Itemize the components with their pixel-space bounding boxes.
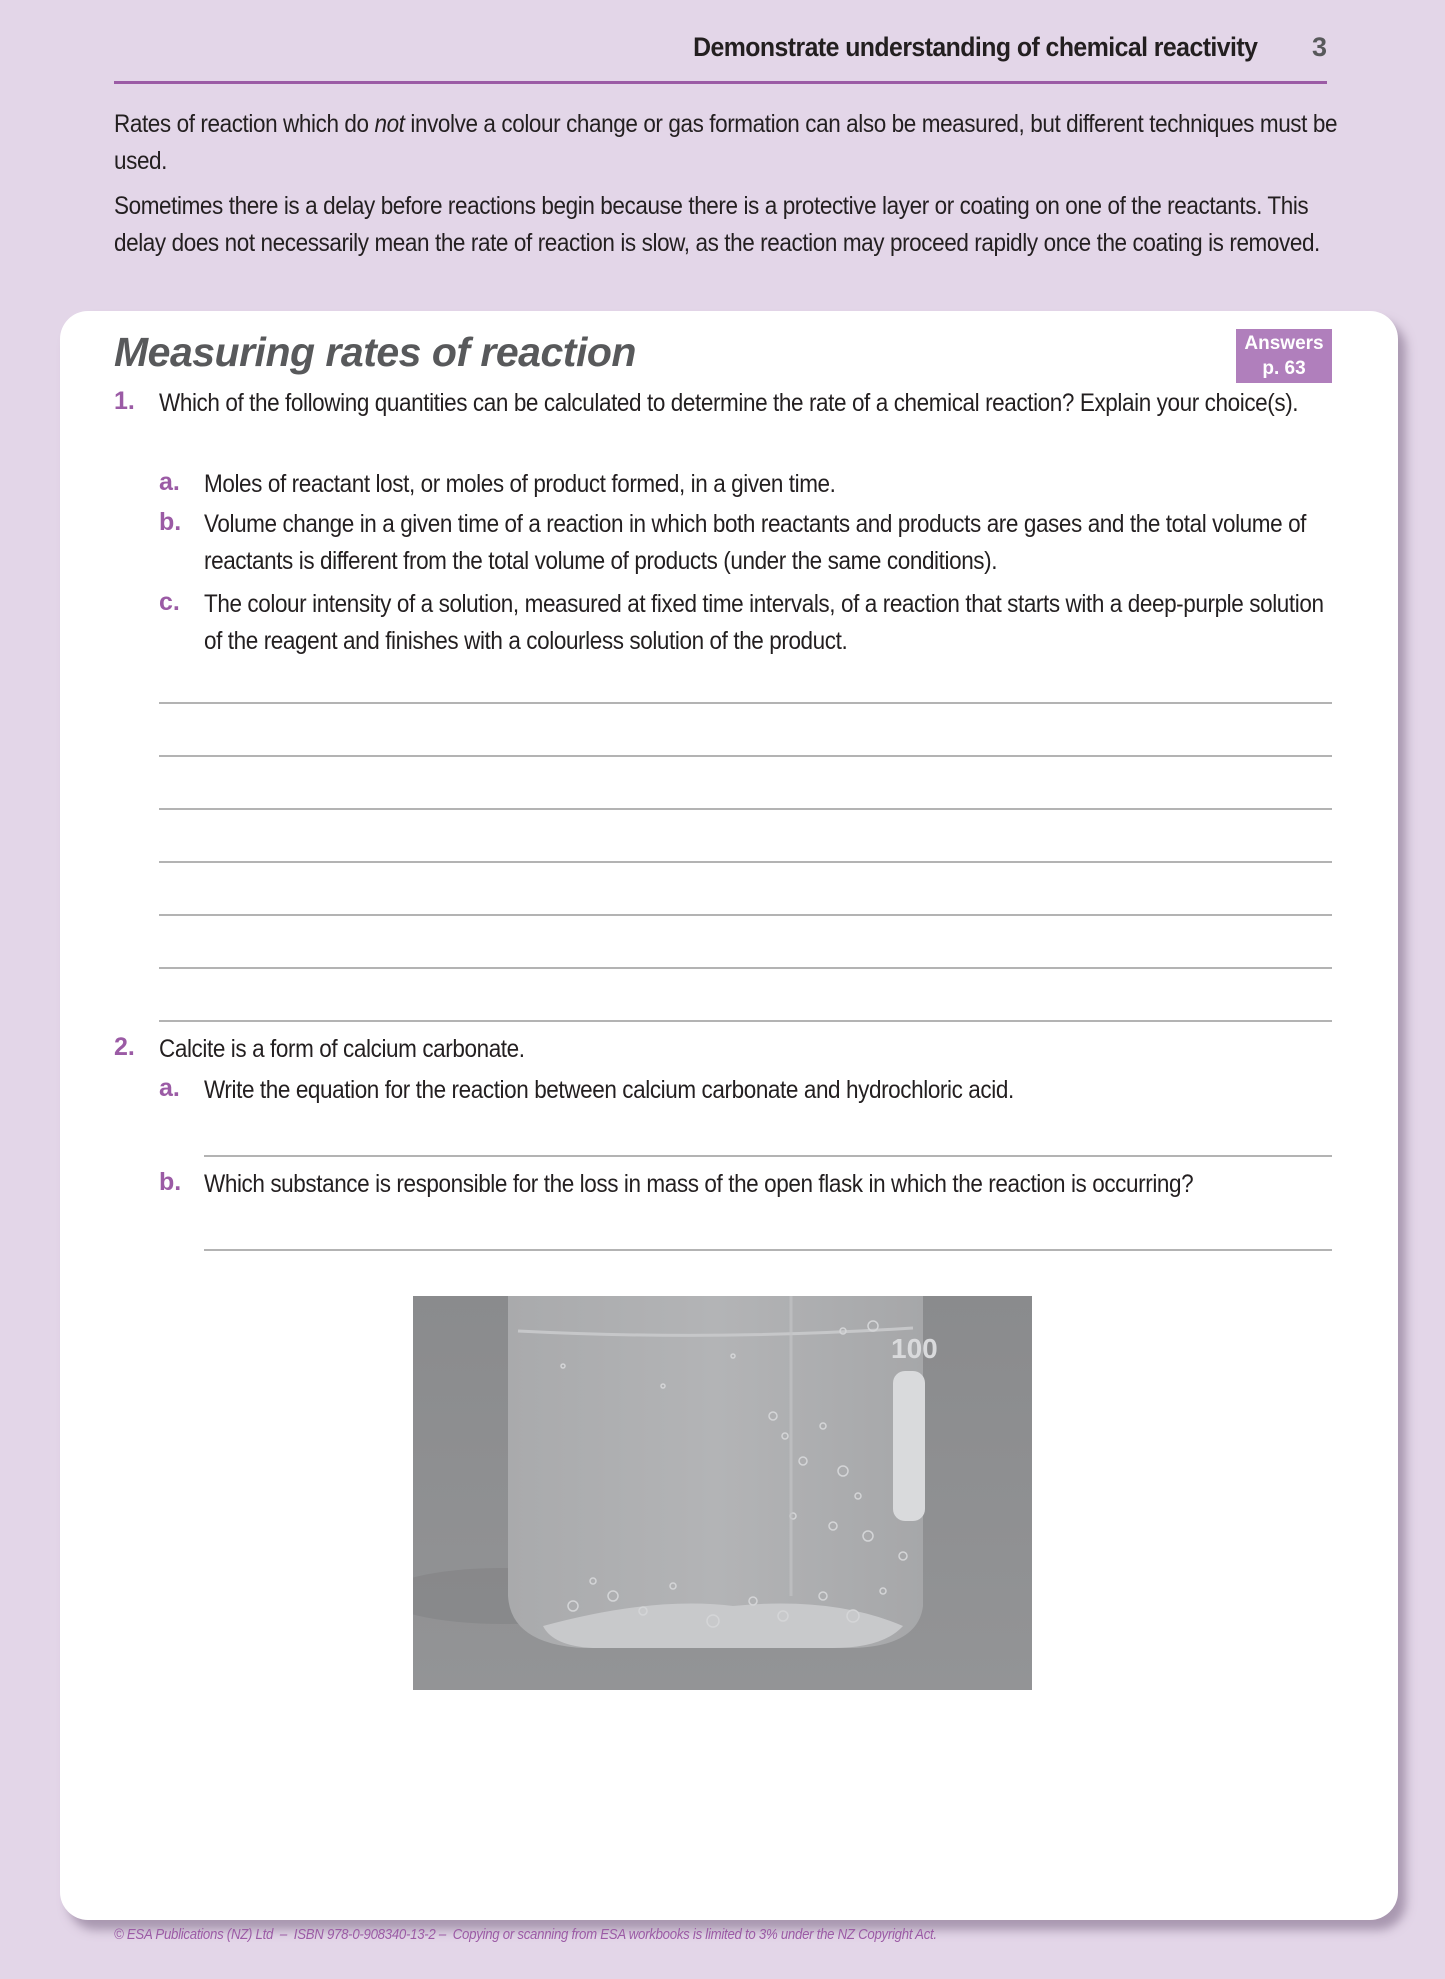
emphasis-not: not: [374, 110, 405, 138]
question-2a-text: Write the equation for the reaction between calcium carbonate and hydrochloric acid.: [204, 1076, 1014, 1104]
question-2-number: 2.: [114, 1033, 135, 1061]
question-1c-text: The colour intensity of a solution, measured at fixed time intervals, of a reaction that starts with a deep-purple solution of the reagent and finishes with a colourless solution of the product.: [204, 590, 1324, 655]
question-2b-text: Which substance is responsible for the loss in mass of the open flask in which the reaction is occurring?: [204, 1170, 1194, 1198]
intro-paragraph-1: Rates of reaction which do not involve a colour change or gas formation can also be measured, but different techniques must be used.: [114, 110, 1338, 175]
question-1c-label: c.: [159, 588, 180, 616]
beaker-illustration: [413, 1296, 1032, 1690]
beaker-marking: 100: [891, 1333, 938, 1364]
answer-line-q1[interactable]: [159, 808, 1332, 810]
question-1a-label: a.: [159, 468, 180, 496]
question-2a-label: a.: [159, 1074, 180, 1102]
question-1b-label: b.: [159, 508, 182, 536]
answers-badge[interactable]: Answers p. 63: [1236, 329, 1332, 383]
question-1-text: Which of the following quantities can be calculated to determine the rate of a chemical reaction? Explain your choice(s).: [159, 389, 1299, 417]
section-title: Measuring rates of reaction: [114, 329, 636, 375]
beaker-body: [508, 1296, 923, 1648]
beaker-photo: [413, 1296, 1032, 1690]
exercise-card: [60, 311, 1398, 1920]
answer-line-q1[interactable]: [159, 755, 1332, 757]
answer-line-q1[interactable]: [159, 914, 1332, 916]
question-1-number: 1.: [114, 387, 135, 415]
beaker-label: [893, 1371, 925, 1521]
question-1a-text: Moles of reactant lost, or moles of product formed, in a given time.: [204, 470, 836, 498]
answer-line-q2b[interactable]: [204, 1249, 1332, 1251]
question-2b-label: b.: [159, 1168, 182, 1196]
answer-line-q1[interactable]: [159, 861, 1332, 863]
intro-text: [114, 106, 1344, 270]
answer-line-q1[interactable]: [159, 967, 1332, 969]
question-2-text: Calcite is a form of calcium carbonate.: [159, 1035, 525, 1063]
question-1b-text: Volume change in a given time of a reaction in which both reactants and products are gases and the total volume of reactants is different from the total volume of products (under the same conditions).: [204, 510, 1307, 575]
running-header: [114, 30, 1327, 84]
copyright-footer: © ESA Publications (NZ) Ltd – ISBN 978-0-908340-13-2 – Copying or scanning from ESA workbooks is limited to 3% under the NZ Copyright Act.: [114, 1926, 937, 1943]
answer-line-q2a[interactable]: [204, 1155, 1332, 1157]
intro-paragraph-2: Sometimes there is a delay before reactions begin because there is a protective layer or coating on one of the reactants. This delay does not necessarily mean the rate of reaction is slow, as the reaction may proceed rapidly once the coating is removed.: [114, 192, 1320, 257]
page-number: 3: [1311, 32, 1327, 62]
answer-line-q1[interactable]: [159, 1020, 1332, 1022]
answer-line-q1[interactable]: [159, 702, 1332, 704]
running-title: Demonstrate understanding of chemical reactivity: [692, 32, 1257, 62]
